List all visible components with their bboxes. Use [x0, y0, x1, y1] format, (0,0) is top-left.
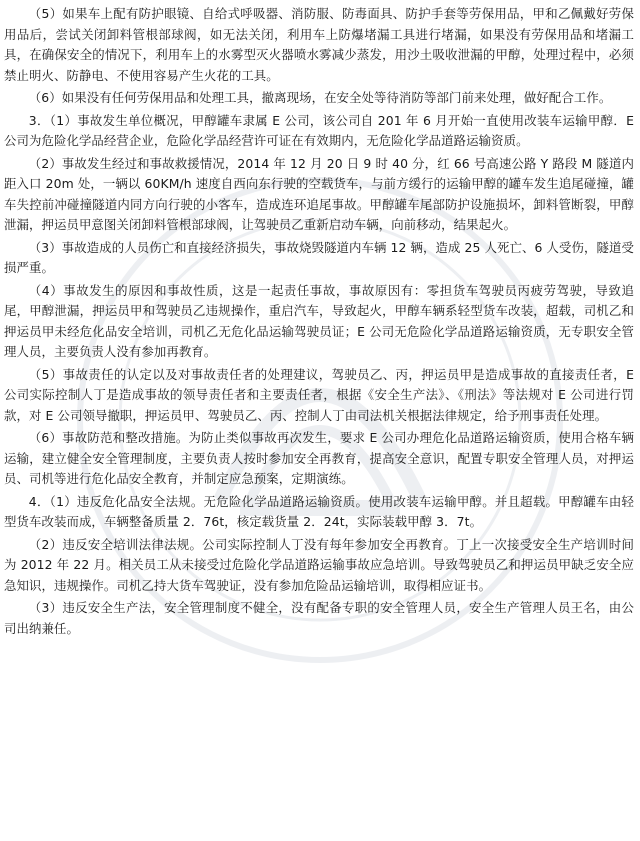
paragraph-3-6: （6）事故防范和整改措施。为防止类似事故再次发生，要求 E 公司办理危化品道路运输资质，使用合格车辆运输，建立健全安全管理制度，主要负责人按时参加安全再教育，提高安全意识，配置专职安全管理人员，对押运员、司机等进行危化品安全教育，并制定应急预案，定期演练。 [4, 430, 634, 486]
paragraph-2-5: （5）如果车上配有防护眼镜、自给式呼吸器、消防服、防毒面具、防护手套等劳保用品，甲和乙佩戴好劳保用品后，尝试关闭卸料管根部球阀，如无法关闭，利用车上防爆堵漏工具进行堵漏，如果没有劳保用品和堵漏工具，在确保安全的情况下，利用车上的水雾型灭火器喷水雾减少蒸发，用沙土吸收泄漏的甲醇，处理过程中，必须禁止明火、防静电、不使用容易产生火花的工具。 [4, 6, 634, 83]
document-body [4, 4, 634, 639]
paragraph-3-3: （3）事故造成的人员伤亡和直接经济损失，事故烧毁隧道内车辆 12 辆，造成 25 人死亡、6 人受伤，隧道受损严重。 [4, 239, 634, 275]
paragraph-4-1: 4．（1）违反危化品安全法规。无危险化学品道路运输资质。使用改装车运输甲醇。并且超载。甲醇罐车由轻型货车改装而成，车辆整备质量 2．76t，核定载货量 2．24t，实际装载甲醇 3．7t。 [4, 493, 634, 529]
paragraph-3-5: （5）事故责任的认定以及对事故责任者的处理建议，驾驶员乙、丙，押运员甲是造成事故的直接责任者，E 公司实际控制人丁是造成事故的领导责任者和主要责任者，根据《安全生产法》、《刑法》等法规对 E 公司进行罚款，对 E 公司领导撤职，押运员甲、驾驶员乙、丙、控制人丁由司法机关根据法律规定，给予刑事责任处理。 [4, 366, 634, 423]
paragraph-2-6: （6）如果没有任何劳保用品和处理工具，撤离现场，在安全处等待消防等部门前来处理，做好配合工作。 [28, 90, 612, 105]
paragraph-3-4: （4）事故发生的原因和事故性质，这是一起责任事故，事故原因有：零担货车驾驶员丙疲劳驾驶，导致追尾，甲醇泄漏，押运员甲和驾驶员乙违规操作，重启汽车，导致起火，甲醇车辆系轻型货车改装，超载，司机乙和押运员甲未经危化品安全培训，司机乙无危化品运输驾驶员证；E 公司无危险化学品道路运输资质，无专职安全管理人员，主要负责人没有参加再教育。 [4, 282, 634, 359]
paragraph-3-1: 3．（1）事故发生单位概况，甲醇罐车隶属 E 公司，该公司自 201 年 6 月开始一直使用改装车运输甲醇．E 公司为危险化学品经营企业，危险化学品经营许可证在有效期内，无危险化学品道路运输资质。 [4, 112, 634, 148]
paragraph-3-2: （2）事故发生经过和事故救援情况，2014 年 12 月 20 日 9 时 40 分，红 66 号高速公路 Y 路段 M 隧道内距入口 20m 处，一辆以 60KM/h 速度自西向东行驶的空载货车，与前方缓行的运输甲醇的罐车发生追尾碰撞，罐车失控前冲碰撞隧道内同方向行驶的小客车，造成连环追尾事故。甲醇罐车尾部防护设施损坏，卸料管断裂，甲醇泄漏，押运员甲意图关闭卸料管根部球阀，让驾驶员乙重新启动车辆，向前移动，结果起火。 [4, 155, 634, 232]
paragraph-4-3: （3）违反安全生产法，安全管理制度不健全，没有配备专职的安全管理人员，安全生产管理人员王名，由公司出纳兼任。 [4, 600, 634, 636]
paragraph-4-2: （2）违反安全培训法律法规。公司实际控制人丁没有每年参加安全再教育。丁上一次接受安全生产培训时间为 2012 年 22 月。相关员工从未接受过危险化学品道路运输事故应急培训。导致驾驶员乙和押运员甲缺乏安全应急知识，违规操作。司机乙持大货车驾驶证，没有参加危险品运输培训，取得相应证书。 [4, 536, 634, 593]
